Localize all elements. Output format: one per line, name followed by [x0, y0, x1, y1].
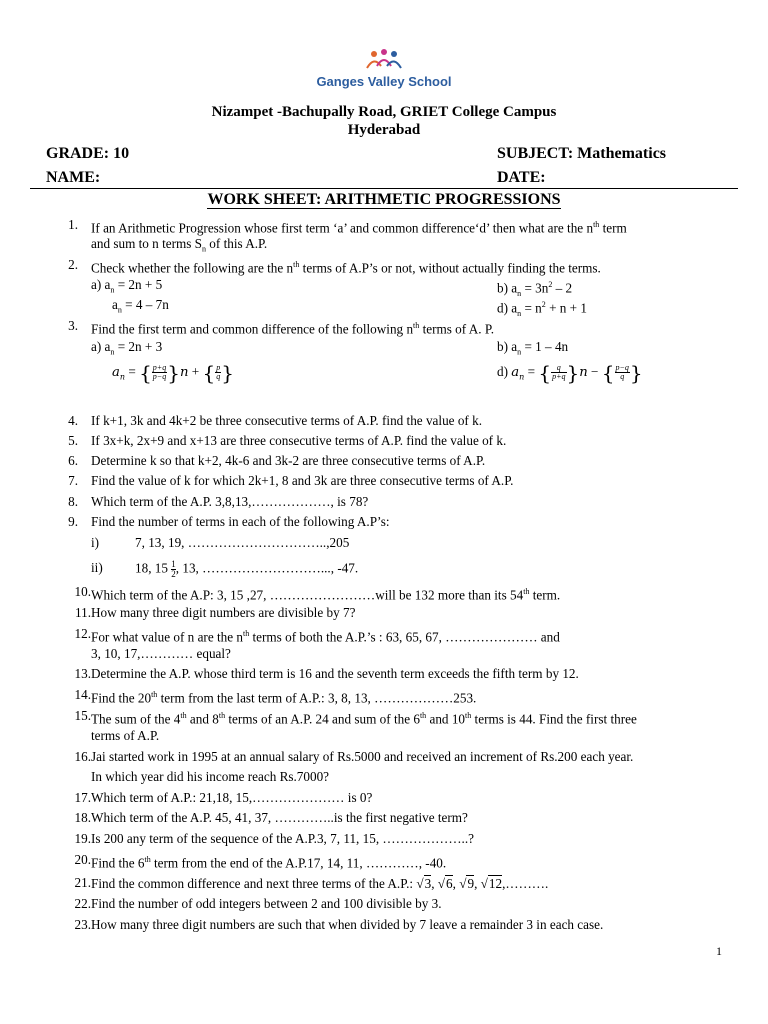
- q22-number: 22.: [74, 896, 91, 911]
- q9-part-ii-label: ii): [91, 560, 103, 575]
- q2-part-c: $a_n = 4 - 7n$: [112, 297, 169, 315]
- q2-number: 2.: [68, 257, 78, 272]
- q9-part-i-label: i): [91, 535, 100, 550]
- q17-text: Which term of A.P.: 21,18, 15,………………… is 0?: [91, 790, 373, 805]
- q6-text: Determine k so that k+2, 4k-6 and 3k-2 are three consecutive terms of A.P.: [91, 453, 486, 468]
- q16-number: 16.: [74, 749, 91, 764]
- q10-number: 10.: [74, 584, 91, 599]
- school-emblem-icon: [361, 48, 407, 74]
- q15-text-cont: terms of A.P.: [91, 728, 160, 743]
- q16-text-cont: In which year did his income reach Rs.7000?: [91, 769, 330, 784]
- q4-text: If k+1, 3k and 4k+2 be three consecutive terms of A.P. find the value of k.: [91, 413, 482, 428]
- q3-part-a: a) $a_n = 2n + 3$: [91, 339, 163, 357]
- header-divider: [30, 188, 738, 189]
- school-name: Ganges Valley School: [316, 74, 452, 89]
- q9-number: 9.: [68, 514, 78, 529]
- q8-number: 8.: [68, 494, 78, 509]
- q12-number: 12.: [74, 626, 91, 641]
- q2-part-d: d) $a_n = n^2 + n + 1$: [497, 300, 588, 319]
- q14-number: 14.: [74, 687, 91, 702]
- q22-text: Find the number of odd integers between 2 and 100 divisible by 3.: [91, 896, 442, 911]
- q1-text-cont: and sum to n terms $S_n$ of this A.P.: [91, 236, 268, 254]
- q1-text: If an Arithmetic Progression whose first term ‘a’ and common difference‘d’ then what are the $n^{th}$ term: [91, 220, 627, 236]
- q3-part-b: b) $a_n = 1 - 4n$: [497, 339, 569, 357]
- q11-text: How many three digit numbers are divisible by 7?: [91, 605, 356, 620]
- q9-part-ii: 18, 15 $\frac{1}{2}$, 13, ………………………..., -47.: [135, 559, 359, 579]
- q21-text: Find the common difference and next three terms of the A.P.: √3, √6, √9, √12,……….: [91, 876, 549, 891]
- q13-text: Determine the A.P. whose third term is 16 and the seventh term exceeds the fifth term by 12.: [91, 666, 579, 681]
- q12-text-cont: 3, 10, 17,………… equal?: [91, 646, 231, 661]
- q15-text: The sum of the 4th and 8th terms of an A.P. 24 and sum of the 6th and 10th terms is 44. Find the first three: [91, 711, 637, 727]
- q2-text: Check whether the following are the $n^{th}$ terms of A.P’s or not, without actually finding the terms.: [91, 260, 601, 276]
- q3-part-c: $a_n$ = { $\frac{p+q}{p-q}$ }n + { $\frac{p}{q}$ }: [112, 360, 234, 385]
- subject-label: SUBJECT: Mathematics: [497, 145, 667, 162]
- q7-text: Find the value of k for which 2k+1, 8 and 3k are three consecutive terms of A.P.: [91, 473, 514, 488]
- q3-text: Find the first term and common difference of the following $n^{th}$ terms of A. P.: [91, 321, 495, 337]
- q10-text: Which term of the A.P: 3, 15 ,27, ……………………will be 132 more than its 54th term.: [91, 587, 561, 603]
- q5-number: 5.: [68, 433, 78, 448]
- q16-text: Jai started work in 1995 at an annual salary of Rs.5000 and received an increment of Rs.200 each year.: [91, 749, 634, 764]
- q6-number: 6.: [68, 453, 78, 468]
- q9-part-i: 7, 13, 19, …………………………..,205: [135, 535, 350, 550]
- q12-text: For what value of n are the $n^{th}$ terms of both the A.P.’s : 63, 65, 67, ………………… and: [91, 629, 560, 645]
- q13-number: 13.: [74, 666, 91, 681]
- q23-number: 23.: [74, 917, 91, 932]
- q19-text: Is 200 any term of the sequence of the A.P.3, 7, 11, 15, ………………..?: [91, 831, 474, 846]
- q21-number: 21.: [74, 875, 91, 890]
- q2-part-a: a) $a_n = 2n + 5$: [91, 277, 163, 295]
- q20-number: 20.: [74, 852, 91, 867]
- q3-number: 3.: [68, 318, 78, 333]
- q14-text: Find the 20th term from the last term of A.P.: 3, 8, 13, ………………253.: [91, 690, 477, 706]
- q3-part-d: d) $a_n$ = { $\frac{q}{p+q}$ }n − { $\frac{p-q}{q}$ }: [497, 360, 643, 385]
- school-address-line1: Nizampet -Bachupally Road, GRIET College Campus: [211, 104, 557, 120]
- q18-text: Which term of the A.P. 45, 41, 37, …………..is the first negative term?: [91, 810, 468, 825]
- q15-number: 15.: [74, 708, 91, 723]
- q17-number: 17.: [74, 790, 91, 805]
- q11-number: 11.: [75, 605, 91, 620]
- q9-text: Find the number of terms in each of the following A.P’s:: [91, 514, 390, 529]
- q19-number: 19.: [74, 831, 91, 846]
- grade-label: GRADE: 10: [46, 145, 130, 162]
- q20-text: Find the 6th term from the end of the A.P.17, 14, 11, …………, -40.: [91, 855, 447, 871]
- school-address-line2: Hyderabad: [347, 122, 421, 138]
- q1-number: 1.: [68, 217, 78, 232]
- name-label: NAME:: [46, 169, 101, 186]
- date-label: DATE:: [497, 169, 546, 186]
- q18-number: 18.: [74, 810, 91, 825]
- q5-text: If 3x+k, 2x+9 and x+13 are three consecutive terms of A.P. find the value of k.: [91, 433, 507, 448]
- q2-part-b: b) $a_n = 3n^2 - 2$: [497, 280, 573, 299]
- q23-text: How many three digit numbers are such that when divided by 7 leave a remainder 3 in each case.: [91, 917, 604, 932]
- q8-text: Which term of the A.P. 3,8,13,………………, is 78?: [91, 494, 369, 509]
- q7-number: 7.: [68, 473, 78, 488]
- worksheet-title: WORK SHEET: ARITHMETIC PROGRESSIONS: [207, 191, 561, 208]
- page-number: 1: [716, 944, 722, 958]
- school-logo: [0, 48, 768, 89]
- q4-number: 4.: [68, 413, 78, 428]
